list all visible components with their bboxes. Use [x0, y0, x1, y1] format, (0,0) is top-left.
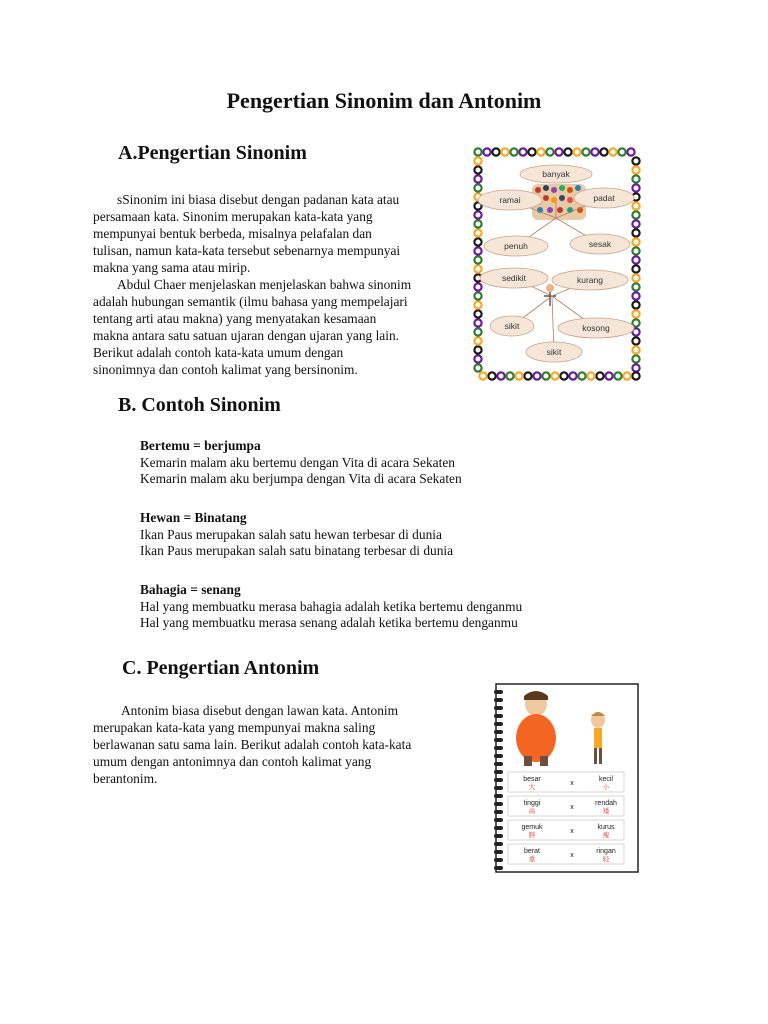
- antonym-left-word: tinggi: [523, 800, 541, 807]
- word-label: penuh: [504, 241, 528, 251]
- word-label: kurang: [577, 275, 603, 285]
- antonym-left-chinese: 高: [528, 808, 536, 815]
- example-pair: Hewan = Binatang: [140, 510, 247, 525]
- antonym-left-word: berat: [524, 848, 540, 855]
- spiral-ring: [494, 730, 503, 734]
- paragraph-line: berantonim.: [93, 771, 158, 786]
- spiral-ring: [494, 786, 503, 790]
- example-pair: Bertemu = berjumpa: [140, 438, 261, 453]
- paragraph-line: makna yang sama atau mirip.: [93, 260, 251, 275]
- word-label: kosong: [582, 323, 610, 333]
- spiral-ring: [494, 762, 503, 766]
- spiral-ring: [494, 706, 503, 710]
- synonym-illustration: [472, 146, 642, 382]
- paragraph-line: tulisan, namun kata-kata tersebut sebenarnya mempunyai: [93, 243, 401, 258]
- antonym-right-word: kecil: [598, 776, 614, 783]
- spiral-ring: [494, 850, 503, 854]
- antonym-right-chinese: 轻: [602, 856, 610, 863]
- paragraph-line: sinonimnya dan contoh kalimat yang bersinonim.: [93, 362, 358, 377]
- antonym-left-word: besar: [523, 776, 541, 783]
- spiral-ring: [494, 754, 503, 758]
- antonym-right-word: rendah: [595, 800, 617, 807]
- example-sentence: Ikan Paus merupakan salah satu hewan terbesar di dunia: [140, 526, 442, 542]
- paragraph-line: mempunyai bentuk berbeda, misalnya pelafalan dan: [93, 226, 372, 241]
- antonym-right-chinese: 小: [602, 784, 610, 791]
- page-title: Pengertian Sinonim dan Antonim: [226, 88, 542, 113]
- antonym-right-word: kurus: [597, 824, 615, 831]
- spiral-ring: [494, 818, 503, 822]
- word-label: sikit: [504, 321, 520, 331]
- spiral-binding: [494, 690, 503, 870]
- spiral-ring: [494, 802, 503, 806]
- antonym-right-chinese: 瘦: [602, 832, 610, 839]
- spiral-ring: [494, 746, 503, 750]
- spiral-ring: [494, 842, 503, 846]
- paragraph-line: merupakan kata-kata yang mempunyai makna saling: [93, 720, 376, 735]
- example-item: [140, 438, 462, 488]
- word-label: sikit: [546, 347, 562, 357]
- antonym-right-word: ringan: [596, 848, 616, 855]
- word-label: padat: [593, 193, 615, 203]
- section-c-heading: C. Pengertian Antonim: [122, 657, 320, 679]
- word-label: banyak: [542, 169, 570, 179]
- spiral-ring: [494, 866, 503, 870]
- spiral-ring: [494, 738, 503, 742]
- antonym-right-chinese: 矮: [602, 808, 610, 815]
- word-label: sesak: [588, 239, 612, 249]
- example-sentence: Kemarin malam aku berjumpa dengan Vita di acara Sekaten: [140, 471, 462, 486]
- spiral-ring: [494, 794, 503, 798]
- spiral-ring: [494, 810, 503, 814]
- antonym-definition: [93, 702, 473, 787]
- antonym-left-word: gemuk: [521, 824, 543, 831]
- antonym-left-chinese: 重: [528, 856, 536, 863]
- word-label: ramai: [499, 195, 521, 205]
- antonym-illustration: [494, 682, 640, 874]
- example-item: [140, 510, 453, 560]
- example-item: [140, 582, 522, 632]
- paragraph-line: persamaan kata. Sinonim merupakan kata-kata yang: [93, 209, 373, 224]
- paragraph-line: tentang arti atau makna) yang menyatakan kesamaan: [93, 311, 377, 326]
- antonym-separator: x: [570, 804, 574, 811]
- paragraph-line: adalah hubungan semantik (ilmu bahasa yang mempelajari: [93, 294, 408, 309]
- example-sentence: Hal yang membuatku merasa senang adalah ketika bertemu denganmu: [140, 615, 518, 630]
- antonym-separator: x: [570, 780, 574, 787]
- antonym-left-chinese: 大: [528, 784, 536, 791]
- example-sentence: Hal yang membuatku merasa bahagia adalah ketika bertemu denganmu: [140, 598, 523, 614]
- paragraph-line: Berikut adalah contoh kata-kata umum dengan: [93, 345, 344, 360]
- antonym-left-chinese: 胖: [528, 832, 536, 839]
- spiral-ring: [494, 778, 503, 782]
- spiral-ring: [494, 698, 503, 702]
- word-label: sedikit: [501, 273, 527, 283]
- antonym-separator: x: [570, 828, 574, 835]
- synonym-definition: [93, 191, 463, 378]
- example-pair: Bahagia = senang: [140, 582, 241, 597]
- paragraph-line: makna antara satu satuan ujaran dengan ujaran yang lain.: [93, 328, 399, 343]
- spiral-ring: [494, 826, 503, 830]
- spiral-ring: [494, 834, 503, 838]
- spiral-ring: [494, 858, 503, 862]
- section-b-heading: B. Contoh Sinonim: [118, 394, 281, 416]
- example-sentence: Kemarin malam aku bertemu dengan Vita di acara Sekaten: [140, 454, 455, 470]
- spiral-ring: [494, 690, 503, 694]
- example-sentence: Ikan Paus merupakan salah satu binatang terbesar di dunia: [140, 543, 454, 558]
- paragraph-line: berlawanan satu sama lain. Berikut adalah contoh kata-kata: [93, 737, 412, 752]
- paragraph-line: Antonim biasa disebut dengan lawan kata. Antonim: [121, 703, 399, 718]
- spiral-ring: [494, 770, 503, 774]
- paragraph-line: sSinonim ini biasa disebut dengan padanan kata atau: [117, 192, 400, 207]
- spiral-ring: [494, 714, 503, 718]
- paragraph-line: umum dengan antonimnya dan contoh kalimat yang: [93, 754, 372, 769]
- paragraph-line: Abdul Chaer menjelaskan menjelaskan bahwa sinonim: [117, 277, 412, 292]
- section-a-heading: A.Pengertian Sinonim: [118, 142, 307, 164]
- spiral-ring: [494, 722, 503, 726]
- antonym-separator: x: [570, 852, 574, 859]
